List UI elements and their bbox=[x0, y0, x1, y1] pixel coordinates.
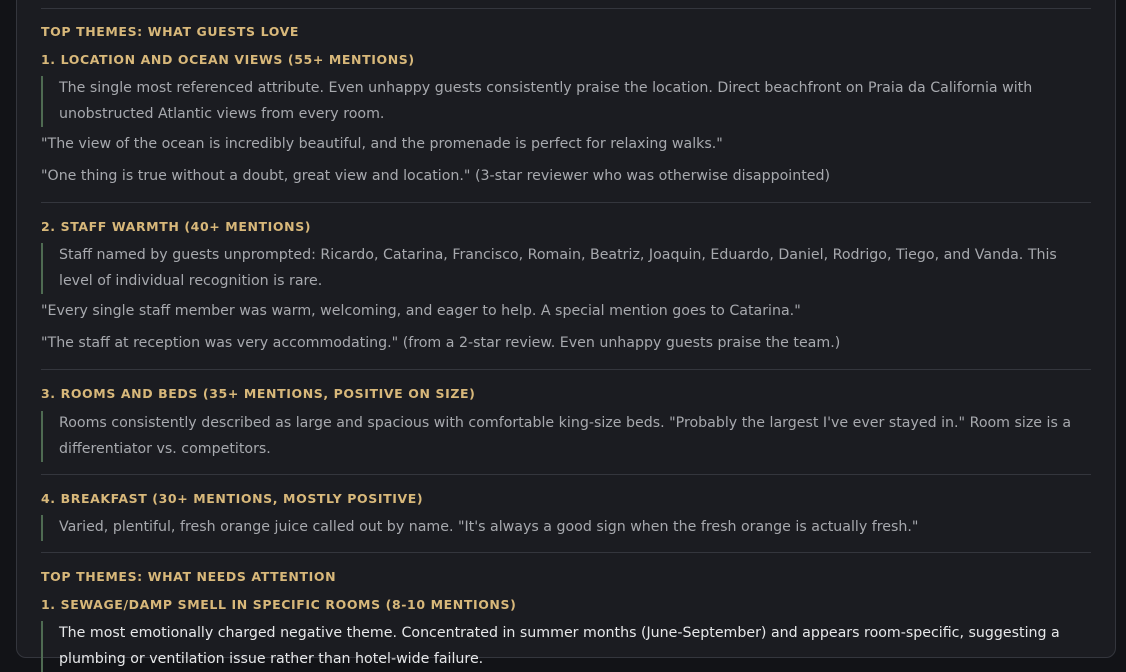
divider bbox=[41, 8, 1091, 9]
divider bbox=[41, 202, 1091, 203]
theme-title-breakfast: 4. BREAKFAST (30+ MENTIONS, MOSTLY POSITIVE) bbox=[41, 491, 424, 506]
theme-title-staff: 2. STAFF WARMTH (40+ MENTIONS) bbox=[41, 219, 312, 234]
theme-summary-smell: The most emotionally charged negative theme. Concentrated in summer months (June-September) and appears room-specific, suggesting a plumbing or ventilation issue rather than hotel-wide failure. bbox=[41, 621, 1091, 672]
theme-summary-rooms: Rooms consistently described as large and spacious with comfortable king-size beds. "Probably the largest I've ever stayed in." Room size is a differentiator vs. competitors. bbox=[41, 411, 1091, 462]
divider bbox=[41, 474, 1091, 475]
section-heading-love: TOP THEMES: WHAT GUESTS LOVE bbox=[41, 24, 300, 39]
theme-title-rooms: 3. ROOMS AND BEDS (35+ MENTIONS, POSITIVE ON SIZE) bbox=[41, 386, 476, 401]
theme-summary-location: The single most referenced attribute. Even unhappy guests consistently praise the location. Direct beachfront on Praia da California with unobstructed Atlantic views from every room. bbox=[41, 76, 1091, 127]
theme-title-location: 1. LOCATION AND OCEAN VIEWS (55+ MENTIONS) bbox=[41, 52, 415, 67]
theme-summary-breakfast: Varied, plentiful, fresh orange juice called out by name. "It's always a good sign when the fresh orange is actually fresh." bbox=[41, 515, 1091, 541]
theme-title-smell: 1. SEWAGE/DAMP SMELL IN SPECIFIC ROOMS (8-10 MENTIONS) bbox=[41, 597, 517, 612]
divider bbox=[41, 369, 1091, 370]
quote-location-2: "One thing is true without a doubt, great view and location." (3-star reviewer who was otherwise disappointed) bbox=[41, 168, 831, 184]
divider bbox=[41, 552, 1091, 553]
quote-staff-1: "Every single staff member was warm, welcoming, and eager to help. A special mention goes to Catarina." bbox=[41, 303, 801, 319]
quote-location-1: "The view of the ocean is incredibly beautiful, and the promenade is perfect for relaxing walks." bbox=[41, 136, 723, 152]
section-heading-attention: TOP THEMES: WHAT NEEDS ATTENTION bbox=[41, 569, 337, 584]
quote-staff-2: "The staff at reception was very accommodating." (from a 2-star review. Even unhappy guests praise the team.) bbox=[41, 335, 841, 351]
theme-summary-staff: Staff named by guests unprompted: Ricardo, Catarina, Francisco, Romain, Beatriz, Joaquin, Eduardo, Daniel, Rodrigo, Tiego, and Vanda. This level of individual recognition is rare. bbox=[41, 243, 1091, 294]
report-panel bbox=[16, 0, 1116, 667]
